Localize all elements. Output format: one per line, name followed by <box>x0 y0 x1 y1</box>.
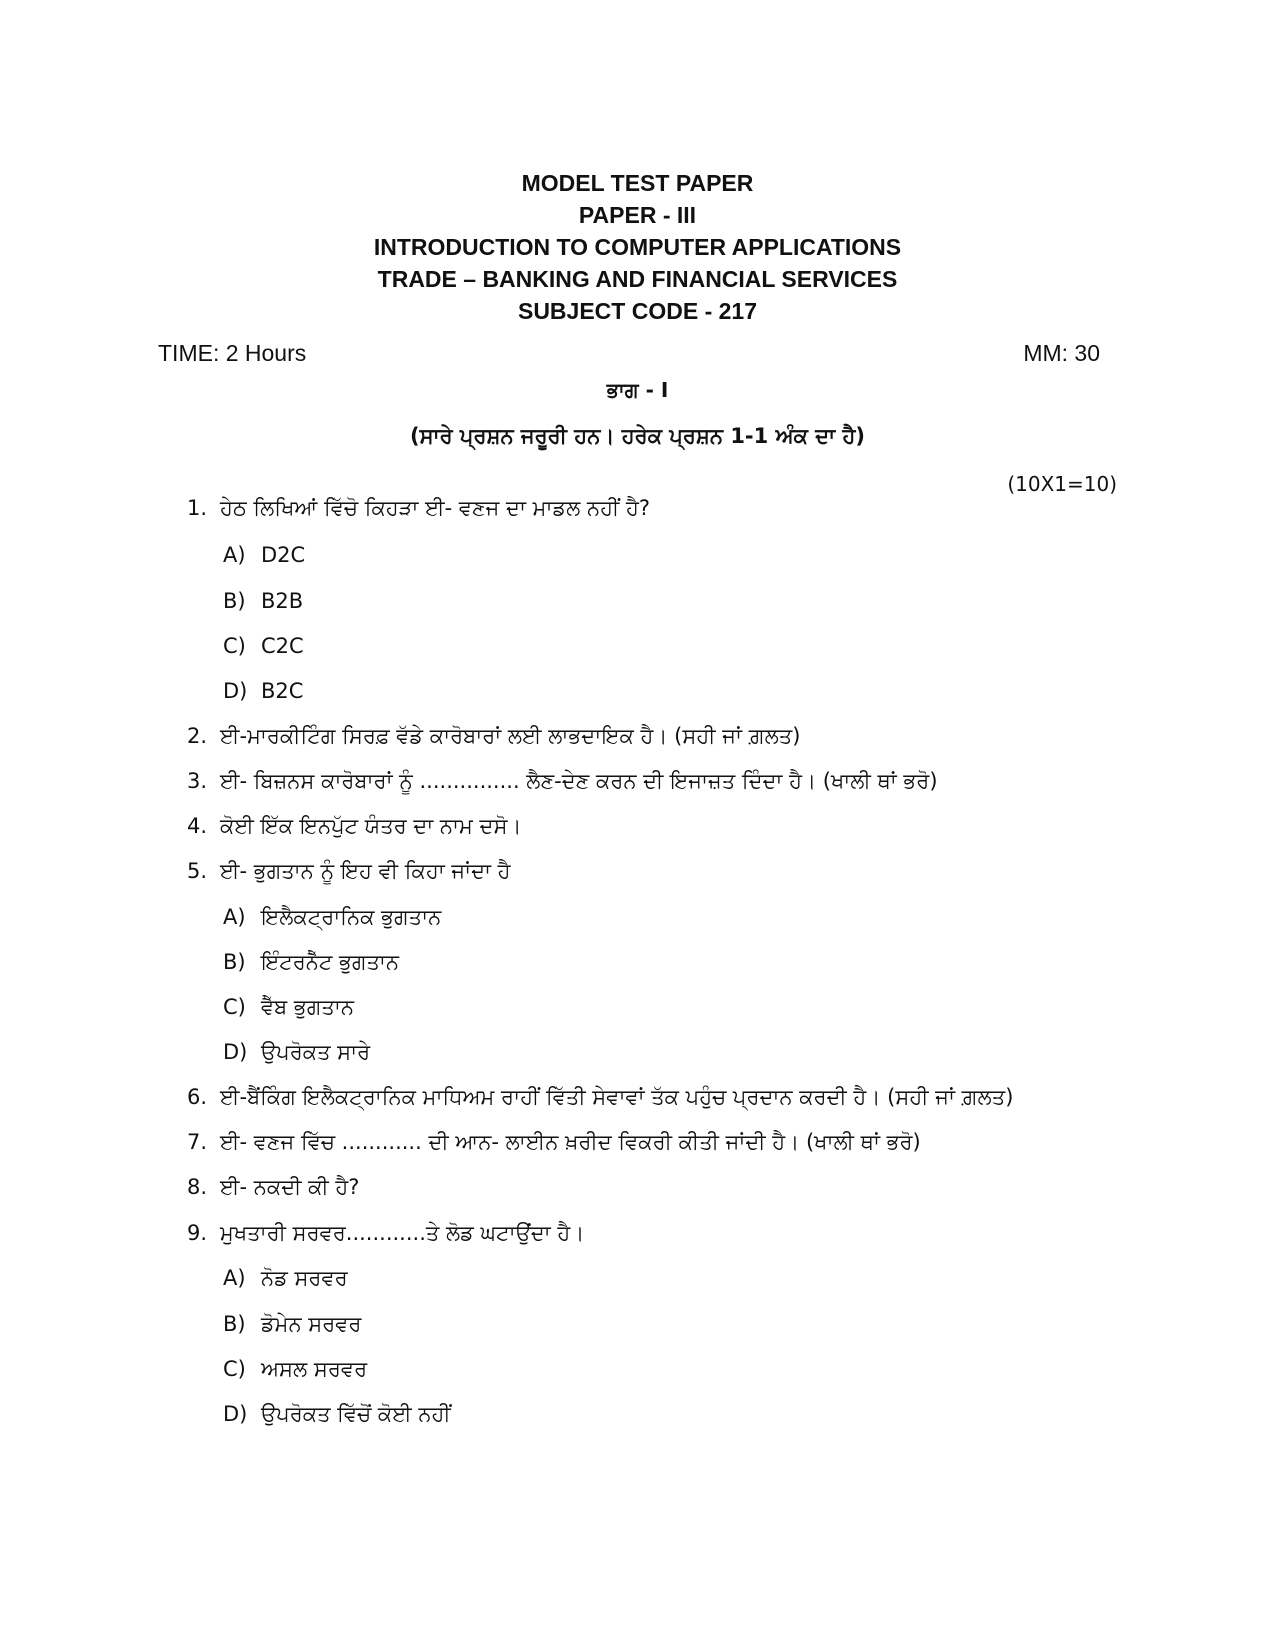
question-number: 5. <box>187 859 208 883</box>
option-text: B2C <box>261 679 304 703</box>
course-title: INTRODUCTION TO COMPUTER APPLICATIONS <box>373 234 902 260</box>
option-label: C) <box>223 995 246 1019</box>
option <box>223 995 354 1020</box>
question-4 <box>187 814 522 839</box>
option-text: ਡੋਮੇਨ ਸਰਵਰ <box>261 1312 362 1336</box>
option <box>223 950 399 975</box>
option <box>223 543 305 567</box>
option-label: A) <box>223 905 246 929</box>
section-instructions: (ਸਾਰੇ ਪ੍ਰਸ਼ਨ ਜਰੂਰੀ ਹਨ। ਹਰੇਕ ਪ੍ਰਸ਼ਨ 1-1 ਅੰਕ ਦਾ ਹੈ) <box>410 424 865 448</box>
question-7 <box>187 1130 921 1155</box>
section-marks: (10X1=10) <box>1007 472 1117 496</box>
option-label: A) <box>223 543 246 567</box>
option <box>223 1357 367 1382</box>
option-text: ਨੋਡ ਸਰਵਰ <box>261 1266 348 1290</box>
question-text: ਈ-ਬੈਂਕਿੰਗ ਇਲੈਕਟ੍ਰਾਨਿਕ ਮਾਧਿਅਮ ਰਾਹੀਂ ਵਿੱਤੀ ਸੇਵਾਵਾਂ ਤੱਕ ਪਹੁੰਚ ਪ੍ਰਦਾਨ ਕਰਦੀ ਹੈ। (ਸਹੀ ਜਾਂ ਗ਼ਲਤ) <box>220 1085 1014 1109</box>
option-label: D) <box>223 679 248 703</box>
question-text: ਈ- ਬਿਜ਼ਨਸ ਕਾਰੋਬਾਰਾਂ ਨੂੰ ............... ਲੈਣ-ਦੇਣ ਕਰਨ ਦੀ ਇਜਾਜ਼ਤ ਦਿੰਦਾ ਹੈ। (ਖਾਲੀ ਥਾਂ ਭਰੋ) <box>220 769 938 793</box>
trade-title: TRADE – BANKING AND FINANCIAL SERVICES <box>377 266 898 292</box>
option-label: C) <box>223 1357 246 1381</box>
option <box>223 1040 370 1065</box>
option-label: B) <box>223 589 246 613</box>
paper-title: MODEL TEST PAPER <box>521 170 754 196</box>
option-text: ਉਪਰੋਕਤ ਸਾਰੇ <box>261 1040 371 1064</box>
question-2 <box>187 724 800 749</box>
option-text: ਇੰਟਰਨੈੱਟ ਭੁਗਤਾਨ <box>261 950 400 974</box>
question-number: 4. <box>187 814 208 838</box>
question-6 <box>187 1085 1013 1110</box>
option-text: ਇਲੈਕਟ੍ਰਾਨਿਕ ਭੁਗਤਾਨ <box>261 905 442 929</box>
max-marks: MM: 30 <box>1023 340 1100 366</box>
option <box>223 1266 348 1291</box>
option-text: ਅਸਲ ਸਰਵਰ <box>261 1357 368 1381</box>
option-text: D2C <box>261 543 306 567</box>
option <box>223 1402 451 1427</box>
question-text: ਕੋਈ ਇੱਕ ਇਨਪੁੱਟ ਯੰਤਰ ਦਾ ਨਾਮ ਦਸੋ। <box>220 814 522 838</box>
option-text: B2B <box>261 589 304 613</box>
option-text: ਉਪਰੋਕਤ ਵਿੱਚੋਂ ਕੋਈ ਨਹੀਂ <box>261 1402 451 1426</box>
time-allowed: TIME: 2 Hours <box>158 340 307 366</box>
option-label: D) <box>223 1040 248 1064</box>
question-number: 9. <box>187 1221 208 1245</box>
option <box>223 634 304 658</box>
option-label: A) <box>223 1266 246 1290</box>
question-number: 1. <box>187 496 208 520</box>
question-number: 8. <box>187 1175 208 1199</box>
option <box>223 905 441 930</box>
option-text: ਵੈੱਬ ਭੁਗਤਾਨ <box>261 995 354 1019</box>
question-number: 3. <box>187 769 208 793</box>
question-number: 6. <box>187 1085 208 1109</box>
question-8 <box>187 1175 359 1200</box>
question-text: ਈ- ਵਣਜ ਵਿੱਚ ............ ਦੀ ਆਨ- ਲਾਈਨ ਖ਼ਰੀਦ ਵਿਕਰੀ ਕੀਤੀ ਜਾਂਦੀ ਹੈ। (ਖਾਲੀ ਥਾਂ ਭਰੋ) <box>220 1130 921 1154</box>
question-text: ਈ- ਨਕਦੀ ਕੀ ਹੈ? <box>220 1175 360 1199</box>
question-1 <box>187 496 650 521</box>
paper-number: PAPER - III <box>578 202 697 228</box>
option <box>223 589 303 613</box>
section-heading: ਭਾਗ - I <box>606 378 669 402</box>
question-number: 7. <box>187 1130 208 1154</box>
option <box>223 679 303 703</box>
option-label: C) <box>223 634 246 658</box>
option-label: B) <box>223 950 246 974</box>
question-text: ਈ- ਭੁਗਤਾਨ ਨੂੰ ਇਹ ਵੀ ਕਿਹਾ ਜਾਂਦਾ ਹੈ <box>220 859 511 883</box>
question-5 <box>187 859 511 884</box>
option-text: C2C <box>261 634 304 658</box>
option-label: B) <box>223 1312 246 1336</box>
question-number: 2. <box>187 724 208 748</box>
option-label: D) <box>223 1402 248 1426</box>
question-text: ਮੁਖਤਾਰੀ ਸਰਵਰ............ਤੇ ਲੋਡ ਘਟਾਉਂਦਾ ਹੈ। <box>220 1221 585 1245</box>
subject-code: SUBJECT CODE - 217 <box>517 298 757 324</box>
question-text: ਹੇਠ ਲਿਖਿਆਂ ਵਿੱਚੋ ਕਿਹੜਾ ਈ- ਵਣਜ ਦਾ ਮਾਡਲ ਨਹੀਂ ਹੈ? <box>220 496 651 520</box>
option <box>223 1312 361 1337</box>
question-text: ਈ-ਮਾਰਕੀਟਿੰਗ ਸਿਰਫ਼ ਵੱਡੇ ਕਾਰੋਬਾਰਾਂ ਲਈ ਲਾਭਦਾਇਕ ਹੈ। (ਸਹੀ ਜਾਂ ਗ਼ਲਤ) <box>220 724 801 748</box>
question-3 <box>187 769 938 794</box>
question-9 <box>187 1221 584 1246</box>
